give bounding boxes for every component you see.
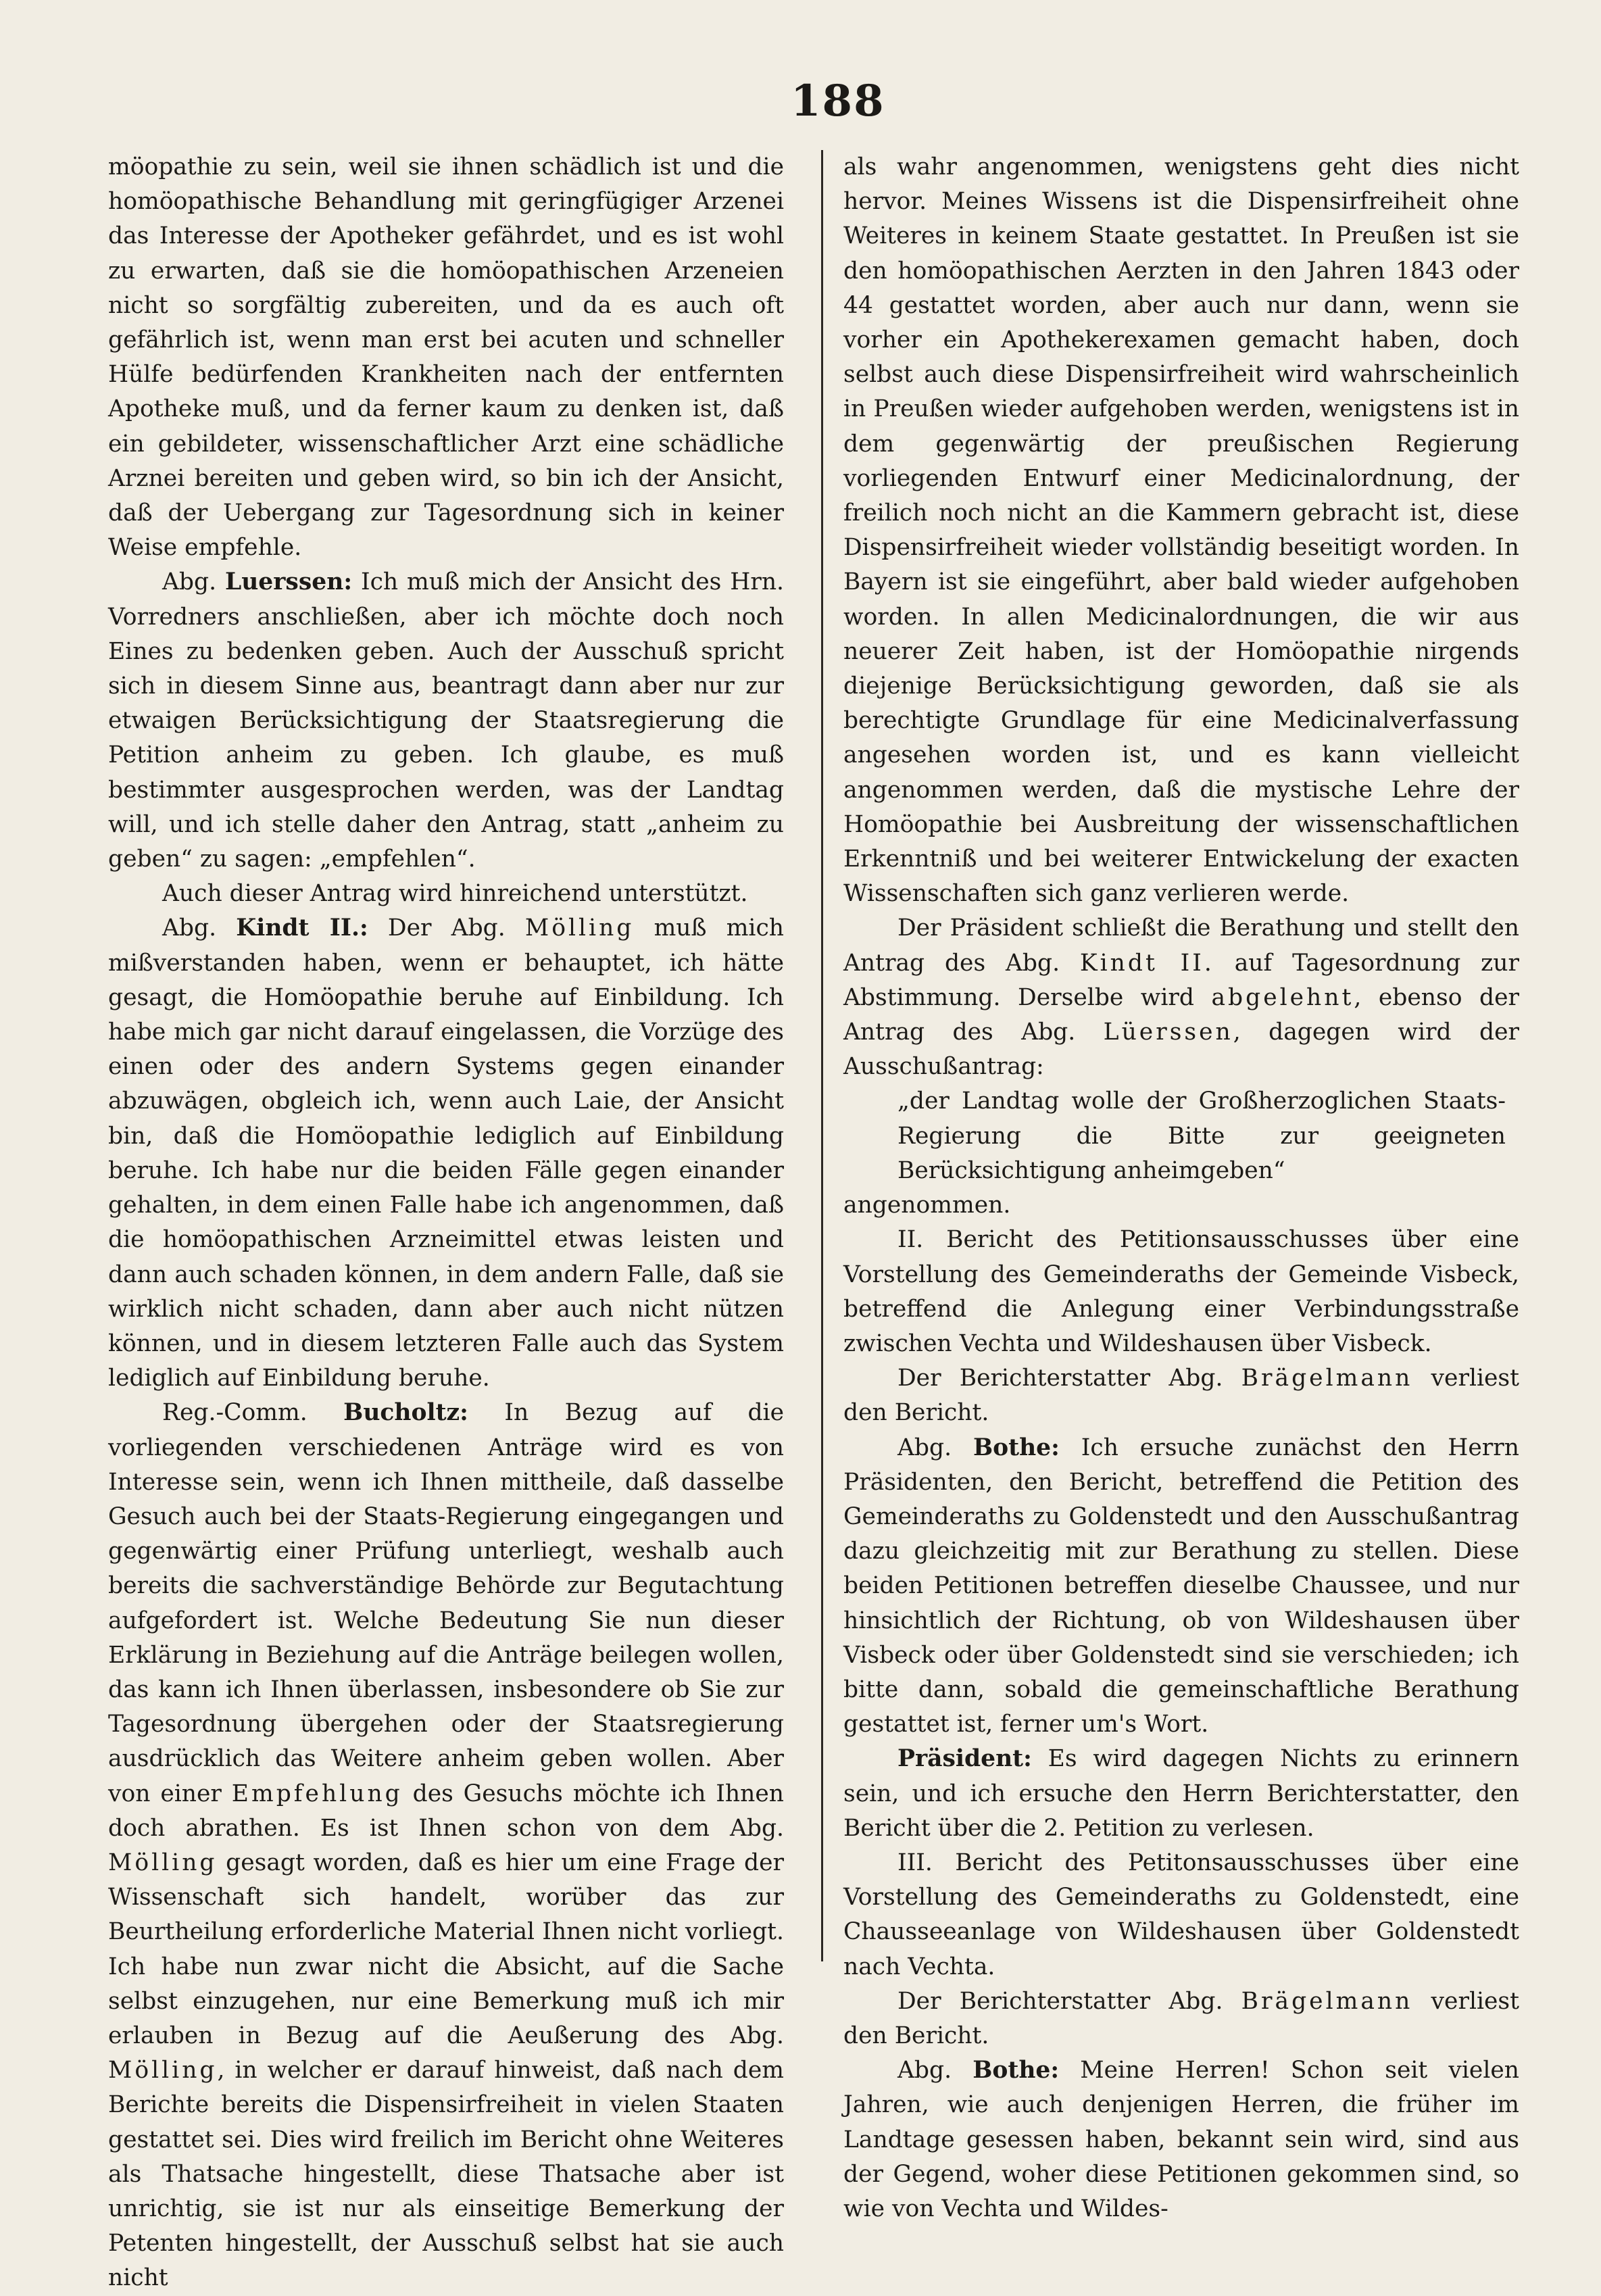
paragraph: möopathie zu sein, weil sie ihnen schädlich ist und die homöopathische Behandlung mit geringfügiger Arzenei das Interesse der Apotheker gefährdet, und es ist wohl zu erwarten, daß sie die homöopathischen Arzeneien nicht so sorgfältig zubereiten, und da es auch oft gefährlich ist, wenn man erst bei acuten und schneller Hülfe bedürfenden Krankheiten nach der entfernten Apotheke muß, und da ferner kaum zu denken ist, daß ein gebildeter, wissenschaftlicher Arzt eine schädliche Arznei bereiten und geben wird, so bin ich der Ansicht, daß der Uebergang zur Tagesordnung sich in keiner Weise empfehle.	[108, 153, 784, 562]
speaker-name: Präsident:	[897, 1745, 1032, 1773]
paragraph	[843, 1984, 1519, 2053]
paragraph-text: gesagt worden, daß es hier um eine Frage der Wissenschaft sich handelt, worüber das zur Beurtheilung erforderliche Material Ihnen nicht vorliegt. Ich habe nun zwar nicht die Absicht, auf die Sache selbst einzugehen, nur eine Bemerkung muß ich mir erlauben in Bezug auf die Aeußerung des Abg.	[108, 1849, 784, 2049]
paragraph-text: , in welcher er darauf hinweist, daß nach dem Berichte bereits die Dispensirfreiheit in vielen Staaten gestattet sei. Dies wird freilich im Bericht ohne Weiteres als Thatsache hingestellt, diese Thatsache aber ist unrichtig, sie ist nur als einseitige Bemerkung der Petenten hingestellt, der Ausschuß selbst hat sie auch nicht	[108, 2057, 784, 2292]
section-heading: II. Bericht des Petitionsausschusses über eine Vorstellung des Gemeinderaths der Gemeinde Visbeck, betreffend die Anlegung einer Verbindungsstraße zwischen Vechta und Wildeshausen über Visbeck.	[843, 1226, 1519, 1357]
left-column	[108, 150, 784, 2296]
column-divider	[821, 150, 823, 1961]
paragraph	[108, 565, 784, 877]
paragraph	[843, 1361, 1519, 1430]
paragraph-text: Der Berichterstatter Abg.	[897, 1365, 1241, 1392]
paragraph-text: , dagegen wird der Ausschußantrag:	[843, 1019, 1519, 1081]
paragraph: angenommen.	[843, 1192, 1011, 1219]
paragraph-text: Es wird dagegen Nichts zu erinnern sein, und ich ersuche den Herrn Berichterstatter, den Bericht über die 2. Petition zu verlesen.	[843, 1745, 1519, 1842]
speaker-name: Luerssen:	[224, 568, 353, 596]
block-quote: „der Landtag wolle der Großherzoglichen Staats-Regierung die Bitte zur geeigneten Berücksichtigung anheimgeben“	[897, 1088, 1506, 1184]
paragraph-text: Der Präsident schließt die Berathung und stellt den Antrag des Abg.	[843, 914, 1519, 977]
paragraph-text: auf Tagesordnung zur Abstimmung. Derselbe wird	[843, 949, 1519, 1011]
paragraph-text: des Gesuchs möchte ich Ihnen doch abrathen. Es ist Ihnen schon von dem Abg.	[108, 1780, 784, 1842]
speaker-name: Bothe:	[972, 2057, 1060, 2084]
speaker-prefix: Abg.	[897, 2057, 952, 2084]
paragraph	[843, 911, 1519, 1084]
right-column	[843, 150, 1519, 2226]
section-heading: III. Bericht des Petitonsausschusses über eine Vorstellung des Gemeinderaths zu Goldenstedt, eine Chausseeanlage von Wildeshausen über Goldenstedt nach Vechta.	[843, 1849, 1519, 1980]
paragraph	[843, 1431, 1519, 1742]
paragraph-text: Meine Herren! Schon seit vielen Jahren, wie auch denjenigen Herren, die früher im Landtage gesessen haben, bekannt sein wird, sind aus der Gegend, woher diese Petitionen gekommen sind, so wie von Vechta und Wildes-	[843, 2057, 1520, 2222]
paragraph: Auch dieser Antrag wird hinreichend unterstützt.	[162, 880, 748, 908]
paragraph	[843, 1742, 1519, 1846]
spaced-name: Brägelmann	[1241, 1987, 1413, 2015]
speaker-name: Kindt II.:	[236, 914, 368, 942]
spaced-name: Brägelmann	[1241, 1365, 1413, 1392]
speaker-prefix: Abg.	[897, 1434, 952, 1461]
paragraph-text: Ich ersuche zunächst den Herrn Präsidenten, den Bericht, betreffend die Petition des Gemeinderaths zu Goldenstedt und den Ausschußantrag dazu gleichzeitig mit zur Berathung zu stellen. Diese beiden Petitionen betreffen dieselbe Chaussee, und nur hinsichtlich der Richtung, ob von Wildeshausen über Visbeck oder über Goldenstedt sind sie verschieden; ich bitte dann, sobald die gemeinschaftliche Berathung gestattet ist, ferner um's Wort.	[843, 1434, 1519, 1738]
paragraph-text: Der Abg.	[368, 914, 525, 942]
spaced-name: Kindt II.	[1079, 949, 1214, 977]
paragraph	[108, 1396, 784, 2295]
paragraph-text: Der Berichterstatter Abg.	[897, 1987, 1241, 2015]
spaced-name: Mölling	[524, 914, 635, 942]
paragraph-text: , ebenso der Antrag des Abg.	[843, 983, 1519, 1046]
spaced-name: Mölling	[108, 1849, 218, 1876]
speaker-prefix: Abg.	[162, 568, 217, 596]
paragraph: als wahr angenommen, wenigstens geht dies nicht hervor. Meines Wissens ist die Dispensirfreiheit ohne Weiteres in keinem Staate gestattet. In Preußen ist sie den homöopathischen Aerzten in den Jahren 1843 oder 44 gestattet worden, aber auch nur dann, wenn sie vorher ein Apothekerexamen gemacht haben, doch selbst auch diese Dispensirfreiheit wird wahrscheinlich in Preußen wieder aufgehoben werden, wenigstens ist in dem gegenwärtig der preußischen Regierung vorliegenden Entwurf einer Medicinalordnung, der freilich noch nicht an die Kammern gebracht ist, diese Dispensirfreiheit wieder vollständig beseitigt worden. In Bayern ist sie eingeführt, aber bald wieder aufgehoben worden. In allen Medicinalordnungen, die wir aus neuerer Zeit haben, ist der Homöopathie nirgends diejenige Berücksichtigung geworden, daß sie als berechtigte Grundlage für eine Medicinalverfassung angesehen worden ist, und es kann vielleicht angenommen werden, daß die mystische Lehre der Homöopathie bei Ausbreitung der wissenschaftlichen Erkenntniß und bei weiterer Entwickelung der exacten Wissenschaften sich ganz verlieren werde.	[843, 153, 1519, 908]
paragraph	[108, 911, 784, 1396]
paragraph	[843, 2053, 1519, 2226]
spaced-word: abgelehnt	[1211, 983, 1354, 1011]
spaced-name: Mölling	[108, 2057, 218, 2084]
paragraph-text: verliest den Bericht.	[843, 1365, 1519, 1427]
spaced-name: Lüerssen	[1103, 1019, 1233, 1046]
emphasis: Empfehlung	[231, 1780, 403, 1807]
page-number: 188	[791, 76, 885, 126]
paragraph-text: verliest den Bericht.	[843, 1987, 1519, 2049]
paragraph-text: In Bezug auf die vorliegenden verschiedenen Anträge wird es von Interesse sein, wenn ich Ihnen mittheile, daß dasselbe Gesuch auch bei der Staats-Regierung eingegangen und gegenwärtig einer Prüfung unterliegt, weshalb auch bereits die sachverständige Behörde zur Begutachtung aufgefordert ist. Welche Bedeutung Sie nun dieser Erklärung in Beziehung auf die Anträge beilegen wollen, das kann ich Ihnen überlassen, insbesondere ob Sie zur Tagesordnung übergehen oder der Staatsregierung ausdrücklich das Weitere anheim geben wollen. Aber von einer	[108, 1399, 784, 1807]
speaker-prefix: Reg.-Comm.	[162, 1399, 307, 1427]
speaker-name: Bucholtz:	[343, 1399, 468, 1427]
paragraph-text: muß mich mißverstanden haben, wenn er behauptet, ich hätte gesagt, die Homöopathie beruhe auf Einbildung. Ich habe mich gar nicht darauf eingelassen, die Vorzüge des einen oder des andern Systems gegen einander abzuwägen, obgleich ich, wenn auch Laie, der Ansicht bin, daß die Homöopathie lediglich auf Einbildung beruhe. Ich habe nur die beiden Fälle gegen einander gehalten, in dem einen Falle habe ich angenommen, daß die homöopathischen Arzneimittel etwas leisten und dann auch schaden können, in dem andern Falle, daß sie wirklich nicht schaden, dann aber auch nicht nützen können, und in diesem letzteren Falle auch das System lediglich auf Einbildung beruhe.	[108, 914, 785, 1392]
speaker-name: Bothe:	[972, 1434, 1060, 1461]
paragraph-text: Ich muß mich der Ansicht des Hrn. Vorredners anschließen, aber ich möchte doch noch Eines zu bedenken geben. Auch der Ausschuß spricht sich in diesem Sinne aus, beantragt dann aber nur zur etwaigen Berücksichtigung der Staatsregierung die Petition anheim zu geben. Ich glaube, es muß bestimmter ausgesprochen werden, was der Landtag will, und ich stelle daher den Antrag, statt „anheim zu geben“ zu sagen: „empfehlen“.	[108, 568, 785, 873]
speaker-prefix: Abg.	[162, 914, 217, 942]
